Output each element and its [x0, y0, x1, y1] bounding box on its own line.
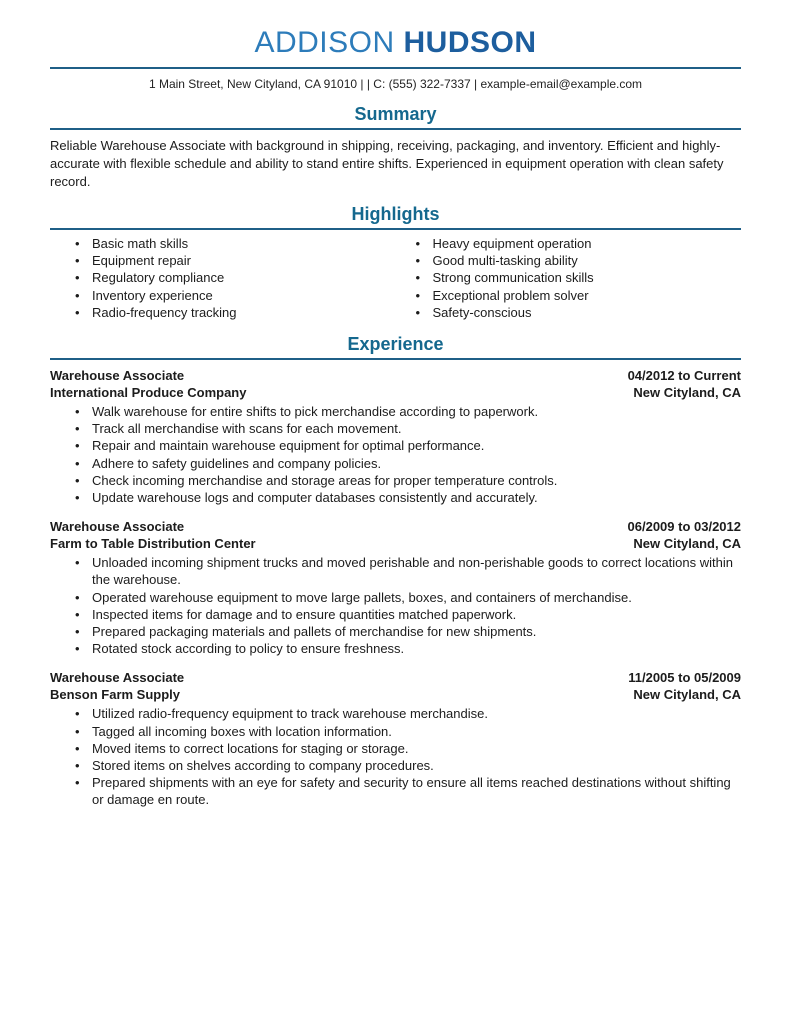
job-bullet: • Unloaded incoming shipment trucks and moved perishable and non-perishable goods to correct locations within the warehouse.: [75, 554, 741, 588]
job-entry-2: [50, 518, 741, 657]
section-experience: [50, 334, 741, 809]
summary-text: Reliable Warehouse Associate with background in shipping, receiving, packaging, and inventory. Efficient and highly-accurate with flexible schedule and ability to stand entire shifts. Experienced in equipment operation with clean safety record.: [50, 138, 724, 189]
job-title: Warehouse Associate: [50, 519, 185, 535]
highlight-item: • Heavy equipment operation: [416, 235, 742, 252]
experience-divider: [50, 358, 741, 360]
job-bullet-list: [50, 554, 741, 657]
job-bullet: • Utilized radio-frequency equipment to track warehouse merchandise.: [75, 705, 741, 722]
highlight-item: • Safety-conscious: [416, 304, 742, 321]
highlight-item: • Strong communication skills: [416, 269, 742, 286]
job-location: New Cityland, CA: [633, 385, 741, 401]
job-bullet: • Prepared shipments with an eye for safety and security to ensure all items reached destinations without shifting or damage en route.: [75, 774, 741, 808]
job-title: Warehouse Associate: [50, 670, 185, 686]
job-company-row: [50, 384, 741, 401]
job-dates: 04/2012 to Current: [627, 368, 741, 384]
experience-title: Experience: [347, 334, 444, 355]
job-bullet: • Update warehouse logs and computer databases consistently and accurately.: [75, 489, 741, 506]
highlight-item: • Inventory experience: [75, 287, 396, 304]
job-bullet: • Operated warehouse equipment to move large pallets, boxes, and containers of merchandise.: [75, 589, 741, 606]
highlights-title: Highlights: [351, 204, 440, 224]
job-bullet: • Rotated stock according to policy to ensure freshness.: [75, 640, 741, 657]
job-company: Benson Farm Supply: [50, 687, 181, 703]
candidate-last-name: HUDSON: [403, 26, 537, 59]
job-bullet: • Tagged all incoming boxes with location information.: [75, 723, 741, 740]
job-title-row: [50, 518, 741, 535]
job-bullet: • Stored items on shelves according to company procedures.: [75, 757, 741, 774]
job-bullet-list: [50, 403, 741, 506]
job-company-row: [50, 535, 741, 552]
job-title-row: [50, 669, 741, 686]
highlights-divider: [50, 228, 741, 230]
section-summary: [50, 104, 741, 191]
candidate-first-name: ADDISON: [254, 26, 395, 59]
job-bullet: • Walk warehouse for entire shifts to pick merchandise according to paperwork.: [75, 403, 741, 420]
job-bullet: • Moved items to correct locations for staging or storage.: [75, 740, 741, 757]
job-bullet: • Check incoming merchandise and storage areas for proper temperature controls.: [75, 472, 741, 489]
job-dates: 11/2005 to 05/2009: [628, 670, 741, 686]
job-company: International Produce Company: [50, 385, 247, 401]
job-bullet: • Adhere to safety guidelines and company policies.: [75, 455, 741, 472]
job-bullet: • Inspected items for damage and to ensure quantities matched paperwork.: [75, 606, 741, 623]
job-company: Farm to Table Distribution Center: [50, 536, 256, 552]
job-bullet: • Prepared packaging materials and pallets of merchandise for new shipments.: [75, 623, 741, 640]
highlight-item: • Regulatory compliance: [75, 269, 396, 286]
job-location: New Cityland, CA: [633, 687, 741, 703]
job-dates: 06/2009 to 03/2012: [627, 519, 741, 535]
job-location: New Cityland, CA: [633, 536, 741, 552]
job-title: Warehouse Associate: [50, 368, 185, 384]
header-divider: [50, 67, 741, 69]
contact-line: 1 Main Street, New Cityland, CA 91010 | | C: (555) 322-7337 | example-email@example.com: [148, 77, 643, 91]
highlights-right-column: [396, 235, 742, 321]
job-entry-1: [50, 367, 741, 506]
section-highlights: [50, 204, 741, 321]
job-company-row: [50, 686, 741, 703]
job-entry-3: [50, 669, 741, 808]
highlights-columns: [50, 235, 741, 321]
highlights-left-column: [50, 235, 396, 321]
job-bullet-list: [50, 705, 741, 808]
resume-header: [50, 26, 741, 91]
summary-title: Summary: [354, 104, 437, 124]
candidate-name: [50, 26, 741, 59]
highlight-item: • Exceptional problem solver: [416, 287, 742, 304]
job-title-row: [50, 367, 741, 384]
highlight-item: • Equipment repair: [75, 252, 396, 269]
job-bullet: • Track all merchandise with scans for each movement.: [75, 420, 741, 437]
summary-divider: [50, 128, 741, 130]
highlight-item: • Basic math skills: [75, 235, 396, 252]
highlight-item: • Good multi-tasking ability: [416, 252, 742, 269]
job-bullet: • Repair and maintain warehouse equipment for optimal performance.: [75, 437, 741, 454]
highlight-item: • Radio-frequency tracking: [75, 304, 396, 321]
